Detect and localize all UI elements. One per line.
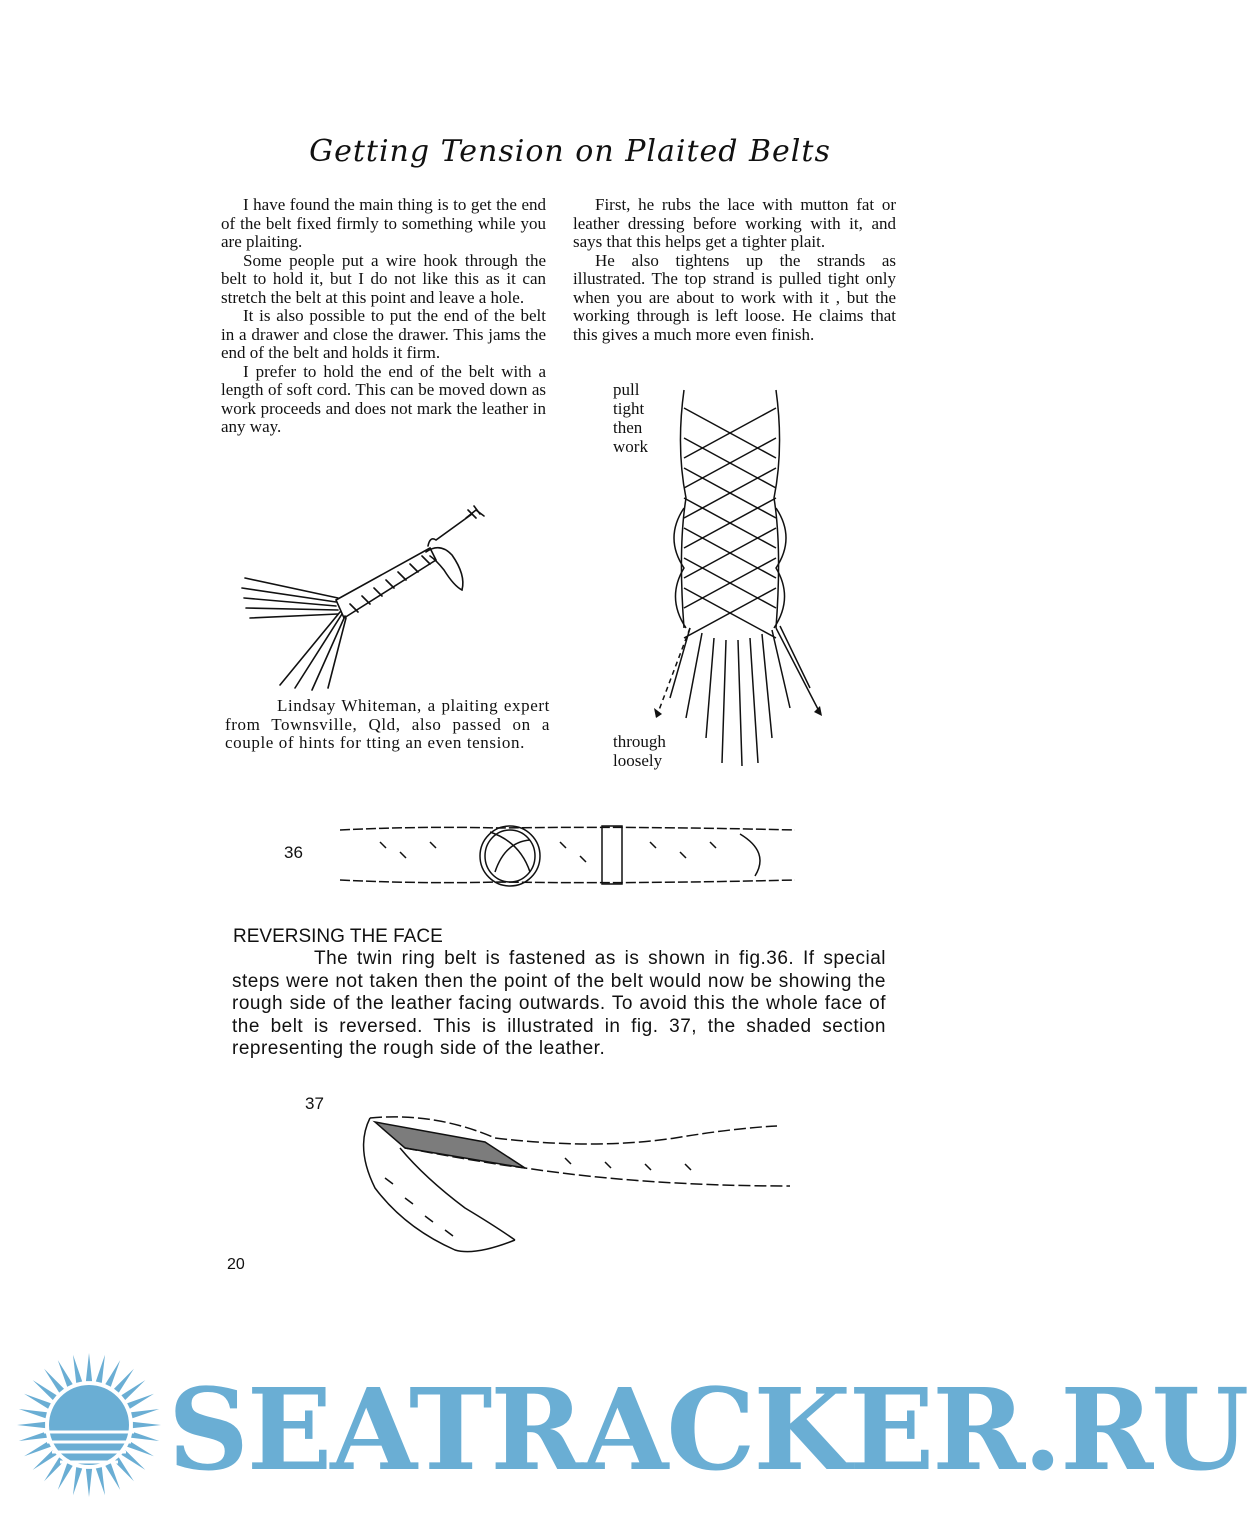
sun-ray xyxy=(105,1360,120,1387)
sun-ray xyxy=(19,1409,47,1418)
figure-number-37: 37 xyxy=(305,1094,324,1113)
label-line: loosely xyxy=(613,751,663,770)
sun-ray xyxy=(127,1441,154,1456)
sun-ray xyxy=(24,1441,51,1456)
label-line: tight xyxy=(613,399,645,418)
paragraph: I prefer to hold the end of the belt with a length of soft cord. This can be moved down as work proceeds and does not mark the leather in any way. xyxy=(221,361,546,436)
watermark-text: SEATRACKER.RU xyxy=(168,1365,1247,1496)
label-line: then xyxy=(613,418,643,437)
sun-ray xyxy=(24,1394,51,1409)
twin-ring-belt-illustration xyxy=(300,812,800,892)
section-body xyxy=(232,948,886,1061)
sun-ray xyxy=(73,1355,82,1383)
sun-ray xyxy=(114,1369,134,1393)
paragraph: The twin ring belt is fastened as is shown in fig.36. If special steps were not taken then the point of the belt would now be showing the rough side of the leather facing outwards. To avoid this the whole face of the belt is reversed. This is illustrated in fig. 37, the shaded section representing the rough side of the leather. xyxy=(232,948,886,1059)
sun-ray xyxy=(17,1422,45,1428)
caption-text: Lindsay Whiteman, a plaiting expert from Townsville, Qld, also passed on a couple of hints for tting an even tension. xyxy=(225,696,550,752)
sun-ray xyxy=(44,1369,64,1393)
plait-label-top xyxy=(613,380,648,456)
label-line: work xyxy=(613,437,648,456)
belt-cord-illustration xyxy=(240,500,500,695)
sun-ray xyxy=(19,1432,47,1441)
sun-ray xyxy=(33,1380,57,1400)
reversed-belt-illustration xyxy=(345,1108,795,1258)
plait-tension-diagram xyxy=(650,388,830,770)
left-column xyxy=(221,196,546,437)
page-number: 20 xyxy=(227,1256,245,1273)
sun-ray xyxy=(86,1353,92,1381)
sun-ray xyxy=(73,1467,82,1495)
sun-ray xyxy=(96,1355,105,1383)
paragraph: Some people put a wire hook through the belt to hold it, but I do not like this as it can stretch the belt at this point and leave a hole. xyxy=(221,250,546,307)
sun-ray xyxy=(58,1463,73,1490)
sun-ray xyxy=(96,1467,105,1495)
sun-ray xyxy=(127,1394,154,1409)
right-column xyxy=(573,196,896,344)
left-caption xyxy=(225,697,550,753)
sun-logo-icon xyxy=(14,1350,164,1500)
paragraph: It is also possible to put the end of the belt in a drawer and close the drawer. This jams the end of the belt and holds it firm. xyxy=(221,306,546,362)
label-line: through xyxy=(613,732,666,751)
section-heading: REVERSING THE FACE xyxy=(233,926,443,947)
page-title: Getting Tension on Plaited Belts xyxy=(309,134,831,169)
paragraph: He also tightens up the strands as illustrated. The top strand is pulled tight only when you are about to work with it , but the working through is left loose. He claims that this gives a much more even finish. xyxy=(573,250,896,344)
sun-ray xyxy=(133,1422,161,1428)
paragraph: I have found the main thing is to get the end of the belt fixed firmly to something while you are plaiting. xyxy=(221,195,546,251)
sun-ray xyxy=(131,1432,159,1441)
sun-ray xyxy=(121,1380,145,1400)
sun-ray xyxy=(105,1463,120,1490)
figure-number-36: 36 xyxy=(284,843,303,862)
sun-ray xyxy=(58,1360,73,1387)
label-line: pull xyxy=(613,380,640,399)
sun-ray xyxy=(131,1409,159,1418)
sun-ray xyxy=(86,1469,92,1497)
paragraph: First, he rubs the lace with mutton fat or leather dressing before working with it, and says that this helps get a tighter plait. xyxy=(573,195,896,251)
